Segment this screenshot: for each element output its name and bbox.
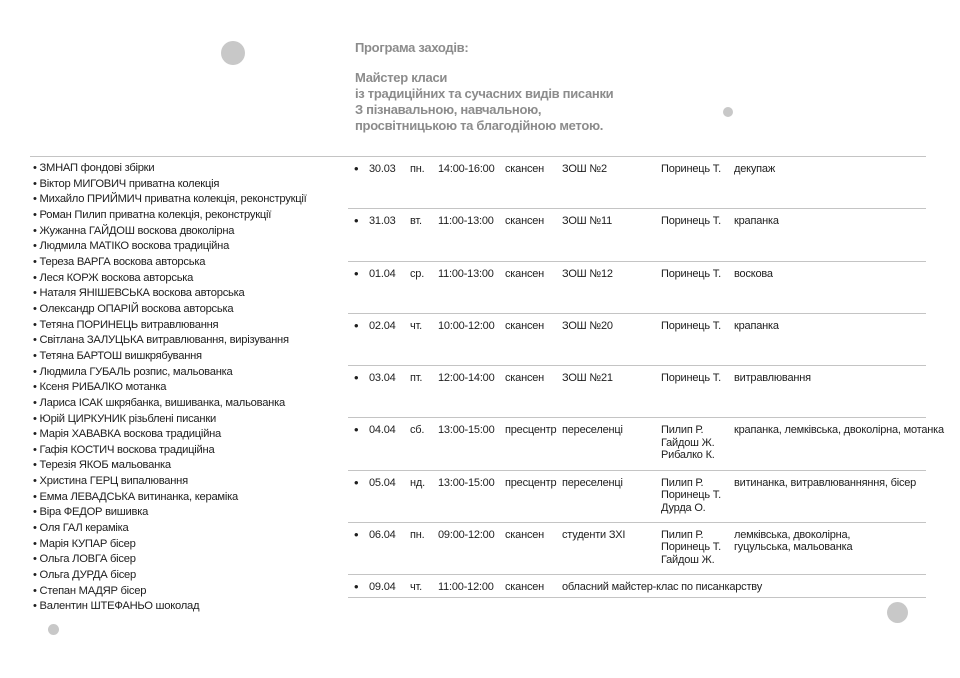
- row-bullet: •: [354, 474, 359, 490]
- event-technique: [734, 163, 775, 176]
- event-weekday: нд.: [410, 476, 425, 489]
- event-weekday: вт.: [410, 215, 422, 228]
- technique-line: декупаж: [734, 163, 776, 175]
- technique-line: крапанка: [734, 215, 779, 228]
- participant-item: • Ольга ДУРДА бісер: [33, 568, 306, 584]
- host-name: Поринець Т.: [661, 541, 721, 554]
- row-bullet: •: [354, 370, 359, 385]
- schedule-row: [348, 365, 926, 417]
- schedule-row: [348, 313, 926, 365]
- participant-item: • Терезія ЯКОБ мальованка: [33, 458, 306, 474]
- event-audience: переселенці: [562, 476, 623, 489]
- event-venue: скансен: [505, 581, 545, 593]
- host-name: Поринець Т.: [661, 489, 721, 501]
- row-bullet: •: [354, 579, 359, 594]
- participant-item: • Людмила МАТІКО воскова традиційна: [33, 239, 306, 255]
- row-bullet: •: [354, 161, 359, 176]
- event-audience: ЗОШ №12: [562, 267, 613, 280]
- host-name: Пилип Р.: [661, 528, 704, 541]
- participant-item: • Світлана ЗАЛУЦЬКА витравлювання, вирізування: [33, 333, 306, 349]
- technique-line: гуцульська, мальованка: [734, 541, 853, 554]
- event-venue: скансен: [505, 319, 545, 332]
- event-technique: [734, 372, 811, 385]
- event-weekday: чт.: [410, 319, 423, 332]
- participant-item: • Юрій ЦИРКУНИК різьблені писанки: [33, 412, 306, 428]
- event-audience: ЗОШ №11: [562, 215, 613, 228]
- event-audience: переселенці: [562, 424, 623, 437]
- participant-item: • Наталя ЯНІШЕВСЬКА воскова авторська: [33, 286, 306, 302]
- event-technique: [734, 477, 916, 490]
- technique-line: витинанка, витравлюванняння, бісер: [734, 476, 917, 489]
- host-name: Поринець Т.: [661, 163, 721, 175]
- decorative-circle: [48, 624, 59, 635]
- event-date: 06.04: [369, 528, 396, 541]
- event-date: 04.04: [369, 424, 396, 437]
- schedule-row: [348, 574, 926, 598]
- event-time: 13:00-15:00: [438, 424, 495, 437]
- event-venue: скансен: [505, 267, 545, 280]
- host-name: Поринець Т.: [661, 267, 721, 280]
- host-name: Гайдош Ж.: [661, 553, 715, 566]
- event-time: 10:00-12:00: [438, 319, 495, 332]
- row-bullet: •: [354, 317, 359, 333]
- participant-item: • Степан МАДЯР бісер: [33, 584, 306, 600]
- event-venue: скансен: [505, 163, 545, 175]
- participant-item: • Тереза ВАРГА воскова авторська: [33, 255, 306, 271]
- program-subtitle-line: З пізнавальною, навчальною,: [355, 102, 542, 117]
- participant-item: • Михайло ПРИЙМИЧ приватна колекція, реконструкції: [33, 192, 306, 208]
- row-bullet: •: [354, 265, 359, 281]
- event-venue: скансен: [505, 528, 545, 541]
- event-weekday: ср.: [410, 267, 425, 280]
- decorative-circle: [887, 602, 908, 623]
- event-hosts: [661, 424, 715, 462]
- technique-line: витравлювання: [734, 372, 811, 384]
- event-hosts: [661, 477, 721, 515]
- participant-item: • Лариса ІСАК шкрябанка, вишиванка, мальованка: [33, 396, 306, 412]
- event-audience: ЗОШ №20: [562, 319, 613, 332]
- program-subtitle-line: із традиційних та сучасних видів писанки: [355, 86, 614, 101]
- schedule-row: [348, 522, 926, 574]
- program-title: Програма заходів:: [355, 40, 469, 55]
- participant-item: • Марія КУПАР бісер: [33, 537, 306, 553]
- technique-line: крапанка, лемківська, двоколірна, мотанка: [734, 424, 944, 437]
- event-time: 09:00-12:00: [438, 528, 495, 541]
- participant-item: • ЗМНАП фондові збірки: [33, 161, 306, 177]
- host-name: Поринець Т.: [661, 372, 721, 384]
- event-hosts: [661, 163, 721, 176]
- event-audience: обласний майстер-клас по писанкарству: [562, 581, 762, 593]
- technique-line: крапанка: [734, 319, 779, 332]
- row-bullet: •: [354, 213, 359, 229]
- event-venue: пресцентр: [505, 476, 557, 489]
- event-technique: [734, 268, 773, 281]
- participant-item: • Віра ФЕДОР вишивка: [33, 505, 306, 521]
- event-technique: [734, 529, 852, 554]
- event-weekday: сб.: [410, 424, 425, 437]
- host-name: Рибалко К.: [661, 449, 715, 462]
- participant-item: • Ольга ЛОВГА бісер: [33, 552, 306, 568]
- technique-line: лемківська, двоколірна,: [734, 528, 851, 541]
- row-bullet: •: [354, 526, 359, 542]
- row-bullet: •: [354, 422, 359, 438]
- divider: [30, 156, 348, 157]
- event-hosts: [661, 320, 721, 333]
- event-audience: ЗОШ №2: [562, 163, 607, 175]
- host-name: Дурда О.: [661, 501, 706, 514]
- event-weekday: пн.: [410, 528, 425, 541]
- schedule-row: [348, 261, 926, 313]
- event-date: 30.03: [369, 163, 396, 175]
- event-venue: пресцентр: [505, 424, 557, 437]
- participant-item: • Марія ХАВАВКА воскова традиційна: [33, 427, 306, 443]
- event-technique: [734, 215, 779, 228]
- host-name: Поринець Т.: [661, 319, 721, 332]
- event-weekday: пн.: [410, 163, 425, 175]
- event-venue: скансен: [505, 372, 545, 384]
- participant-item: • Гафія КОСТИЧ воскова традиційна: [33, 443, 306, 459]
- host-name: Поринець Т.: [661, 215, 721, 228]
- event-weekday: пт.: [410, 372, 423, 384]
- participant-item: • Христина ГЕРЦ випалювання: [33, 474, 306, 490]
- event-time: 11:00-12:00: [438, 581, 494, 593]
- schedule-row: [348, 156, 926, 208]
- participant-item: • Оля ГАЛ кераміка: [33, 521, 306, 537]
- host-name: Гайдош Ж.: [661, 436, 715, 449]
- event-audience: студенти ЗХІ: [562, 528, 626, 541]
- participant-item: • Емма ЛЕВАДСЬКА витинанка, кераміка: [33, 490, 306, 506]
- event-time: 12:00-14:00: [438, 372, 495, 384]
- participant-item: • Тетяна ПОРИНЕЦЬ витравлювання: [33, 318, 306, 334]
- event-technique: [734, 320, 779, 333]
- program-subtitle-line: просвітницькою та благодійною метою.: [355, 118, 604, 133]
- event-date: 01.04: [369, 267, 396, 280]
- schedule-table: [348, 156, 944, 598]
- event-hosts: [661, 529, 721, 567]
- event-date: 05.04: [369, 476, 396, 489]
- event-technique: [734, 424, 944, 437]
- program-heading: [355, 40, 613, 134]
- event-date: 09.04: [369, 581, 396, 593]
- participant-item: • Валентин ШТЕФАНЬО шоколад: [33, 599, 306, 615]
- host-name: Пилип Р.: [661, 476, 704, 489]
- event-venue: скансен: [505, 215, 545, 228]
- event-time: 11:00-13:00: [438, 215, 494, 228]
- schedule-row: [348, 208, 926, 260]
- event-hosts: [661, 372, 721, 385]
- host-name: Пилип Р.: [661, 424, 704, 437]
- participants-list: [33, 161, 306, 615]
- participant-item: • Жужанна ГАЙДОШ воскова двоколірна: [33, 224, 306, 240]
- event-date: 02.04: [369, 319, 396, 332]
- technique-line: воскова: [734, 267, 773, 280]
- participant-item: • Ксеня РИБАЛКО мотанка: [33, 380, 306, 396]
- participant-item: • Віктор МИГОВИЧ приватна колекція: [33, 177, 306, 193]
- event-audience: ЗОШ №21: [562, 372, 613, 384]
- event-date: 03.04: [369, 372, 396, 384]
- decorative-circle: [221, 41, 245, 65]
- participant-item: • Людмила ГУБАЛЬ розпис, мальованка: [33, 365, 306, 381]
- event-time: 11:00-13:00: [438, 267, 494, 280]
- schedule-row: [348, 470, 926, 522]
- event-date: 31.03: [369, 215, 396, 228]
- participant-item: • Тетяна БАРТОШ вишкрябування: [33, 349, 306, 365]
- event-hosts: [661, 215, 721, 228]
- event-hosts: [661, 268, 721, 281]
- participant-item: • Олександр ОПАРІЙ воскова авторська: [33, 302, 306, 318]
- participant-item: • Леся КОРЖ воскова авторська: [33, 271, 306, 287]
- participant-item: • Роман Пилип приватна колекція, реконструкції: [33, 208, 306, 224]
- event-weekday: чт.: [410, 581, 423, 593]
- decorative-circle: [723, 107, 733, 117]
- program-subtitle-line: Майстер класи: [355, 70, 448, 85]
- schedule-row: [348, 417, 944, 469]
- event-time: 14:00-16:00: [438, 163, 495, 175]
- event-time: 13:00-15:00: [438, 476, 495, 489]
